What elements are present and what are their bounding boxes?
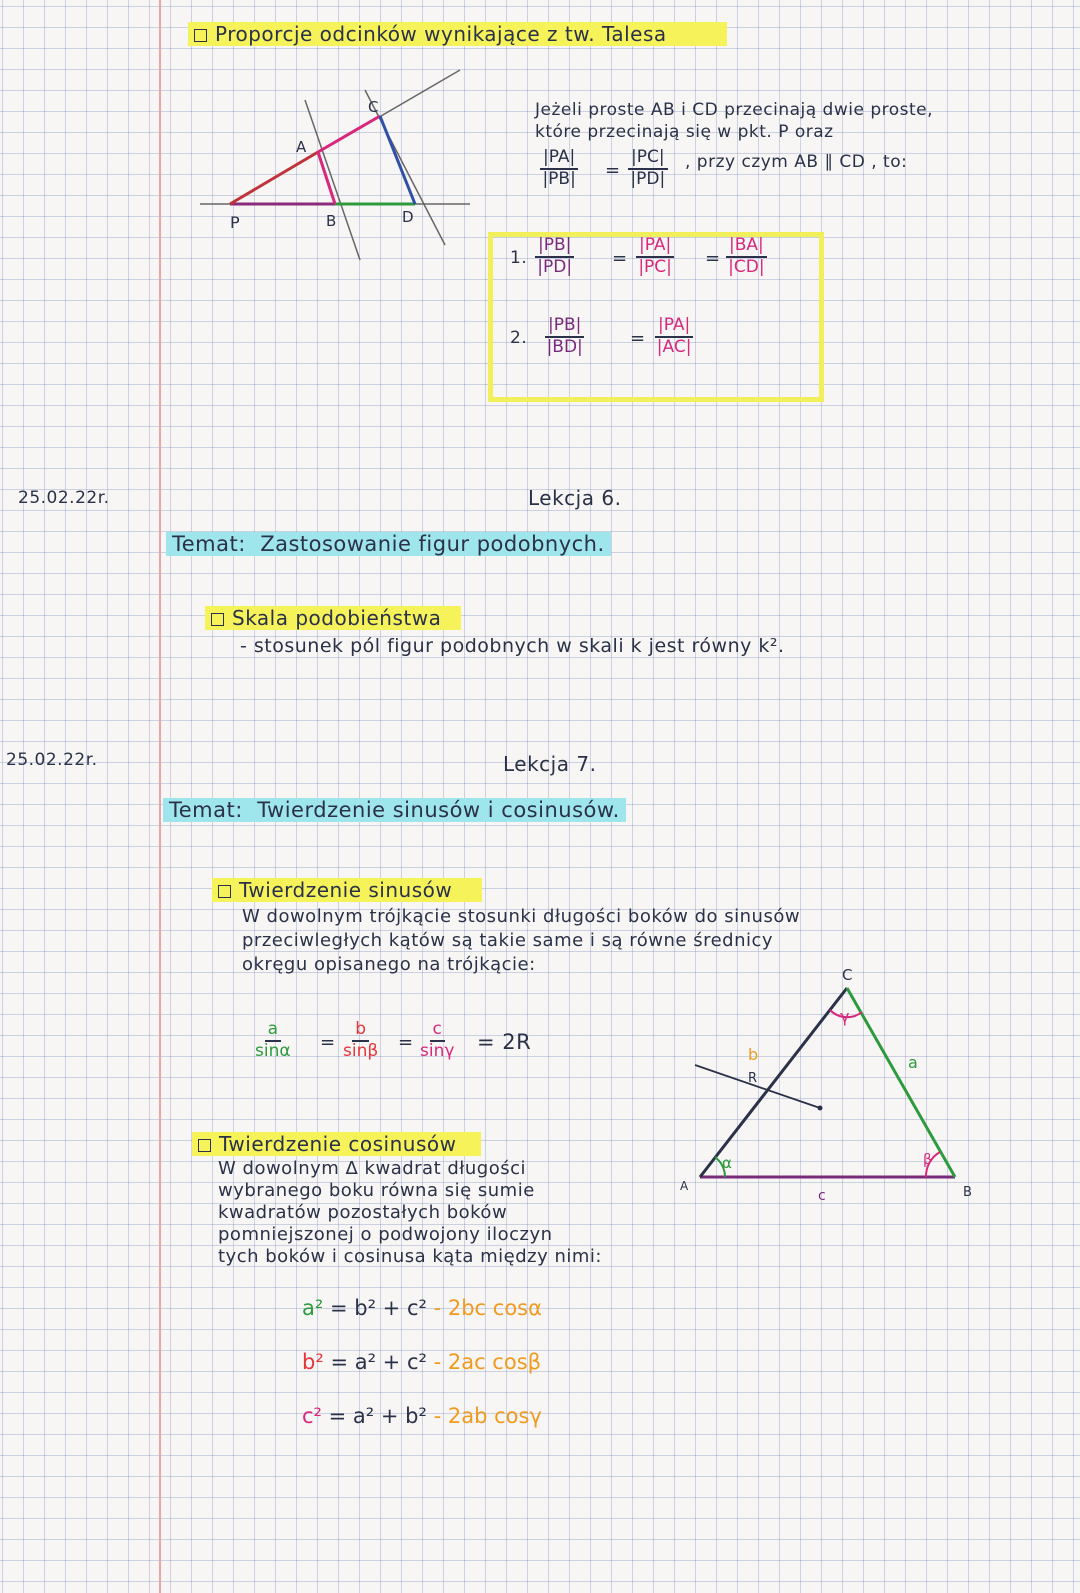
vertex-a: A (680, 1179, 689, 1193)
sines-fraction-b: $\frac{b}{\sin\beta}$ (343, 1019, 379, 1061)
rule2-fraction-1: $\frac{|PB|}{|BD|}$ (546, 315, 583, 357)
talesa-heading: Proporcje odcinków wynikające z tw. Talesa (188, 22, 727, 46)
equals-sign: = (398, 1032, 414, 1053)
circumcenter-point (818, 1106, 823, 1111)
side-a (847, 988, 955, 1177)
fraction-pc-pd: $\frac{|PC|}{|PD|}$ (628, 148, 668, 189)
lesson7-title: Lekcja 7. (503, 752, 597, 776)
rule1-index: 1. (510, 248, 528, 268)
segment-pa (230, 152, 318, 204)
cosines-text-4: pomniejszonej o podwojony iloczyn (218, 1224, 553, 1245)
talesa-diagram (200, 70, 480, 270)
vertex-b: B (963, 1185, 972, 1200)
equals-sign: = (605, 160, 621, 181)
checkbox-icon (211, 613, 224, 626)
lesson6-line: - stosunek pól figur podobnych w skali k jest równy k². (240, 635, 785, 657)
checkbox-icon (194, 29, 207, 42)
sines-fraction-c: $\frac{c}{\sin\gamma}$ (420, 1019, 455, 1061)
cosines-text-1: W dowolnym Δ kwadrat długości (218, 1158, 527, 1179)
rule1-fraction-1: $\frac{|PB|}{|PD|}$ (535, 236, 574, 277)
cosines-text-5: tych boków i cosinusa kąta między nimi: (218, 1246, 602, 1267)
lesson6-title: Lekcja 6. (528, 486, 622, 510)
side-b-label: b (748, 1045, 759, 1064)
label-c: C (368, 98, 379, 116)
rule1-fraction-3: $\frac{|BA|}{|CD|}$ (726, 236, 767, 277)
sines-heading: Twierdzenie sinusów (212, 878, 482, 902)
rule2-fraction-2: $\frac{|PA|}{|AC|}$ (656, 315, 692, 357)
label-d: D (402, 208, 414, 226)
alpha-label: α (722, 1154, 732, 1172)
sines-text-3: okręgu opisanego na trójkącie: (242, 954, 536, 975)
checkbox-icon (198, 1139, 211, 1152)
label-b: B (326, 212, 337, 230)
beta-label: β (923, 1152, 932, 1168)
cosines-eq-3: c² = a² + b² - 2ab cosγ (302, 1404, 542, 1428)
lesson6-section: Skala podobieństwa (205, 606, 461, 630)
equals-sign: = (705, 248, 721, 269)
lesson7-date: 25.02.22r. (6, 750, 98, 770)
vertex-c: C (842, 966, 853, 984)
triangle-diagram (680, 960, 980, 1204)
lesson7-topic: Temat: Twierdzenie sinusów i cosinusów. (163, 798, 626, 822)
radius-label: R (748, 1071, 758, 1086)
sines-result: = 2R (477, 1030, 532, 1054)
talesa-text-1: Jeżeli proste AB i CD przecinają dwie proste, (535, 100, 934, 120)
checkbox-icon (218, 885, 231, 898)
lesson6-topic: Temat: Zastosowanie figur podobnych. (166, 532, 611, 556)
side-b (700, 988, 850, 1177)
talesa-text-2: które przecinają się w pkt. P oraz (535, 122, 834, 142)
cosines-heading: Twierdzenie cosinusów (192, 1132, 481, 1156)
rule1-fraction-2: $\frac{|PA|}{|PC|}$ (636, 236, 674, 277)
segment-ac (318, 116, 380, 152)
equals-sign: = (320, 1032, 336, 1053)
notebook-margin-line (159, 0, 161, 1593)
cosines-eq-1: a² = b² + c² - 2bc cosα (302, 1296, 542, 1320)
cosines-eq-2: b² = a² + c² - 2ac cosβ (302, 1350, 542, 1374)
lesson6-date: 25.02.22r. (18, 488, 110, 508)
cosines-text-3: kwadratów pozostałych boków (218, 1202, 508, 1223)
segment-cd (380, 116, 415, 204)
sines-text-1: W dowolnym trójkącie stosunki długości boków do sinusów (242, 906, 801, 927)
talesa-text-3: , przy czym AB ∥ CD , to: (685, 152, 908, 172)
label-p: P (230, 213, 240, 232)
rule2-index: 2. (510, 328, 528, 348)
gamma-label: γ (840, 1007, 850, 1026)
sines-fraction-a: $\frac{a}{\sin\alpha}$ (255, 1019, 291, 1061)
line-ab (305, 100, 360, 260)
equals-sign: = (630, 328, 646, 349)
sines-text-2: przeciwległych kątów są takie same i są równe średnicy (242, 930, 774, 951)
cosines-text-2: wybranego boku równa się sumie (218, 1180, 535, 1201)
equals-sign: = (612, 248, 628, 269)
side-c-label: c (818, 1188, 826, 1204)
fraction-pa-pb: $\frac{|PA|}{|PB|}$ (540, 148, 578, 189)
label-a: A (296, 138, 307, 156)
side-a-label: a (908, 1053, 918, 1072)
